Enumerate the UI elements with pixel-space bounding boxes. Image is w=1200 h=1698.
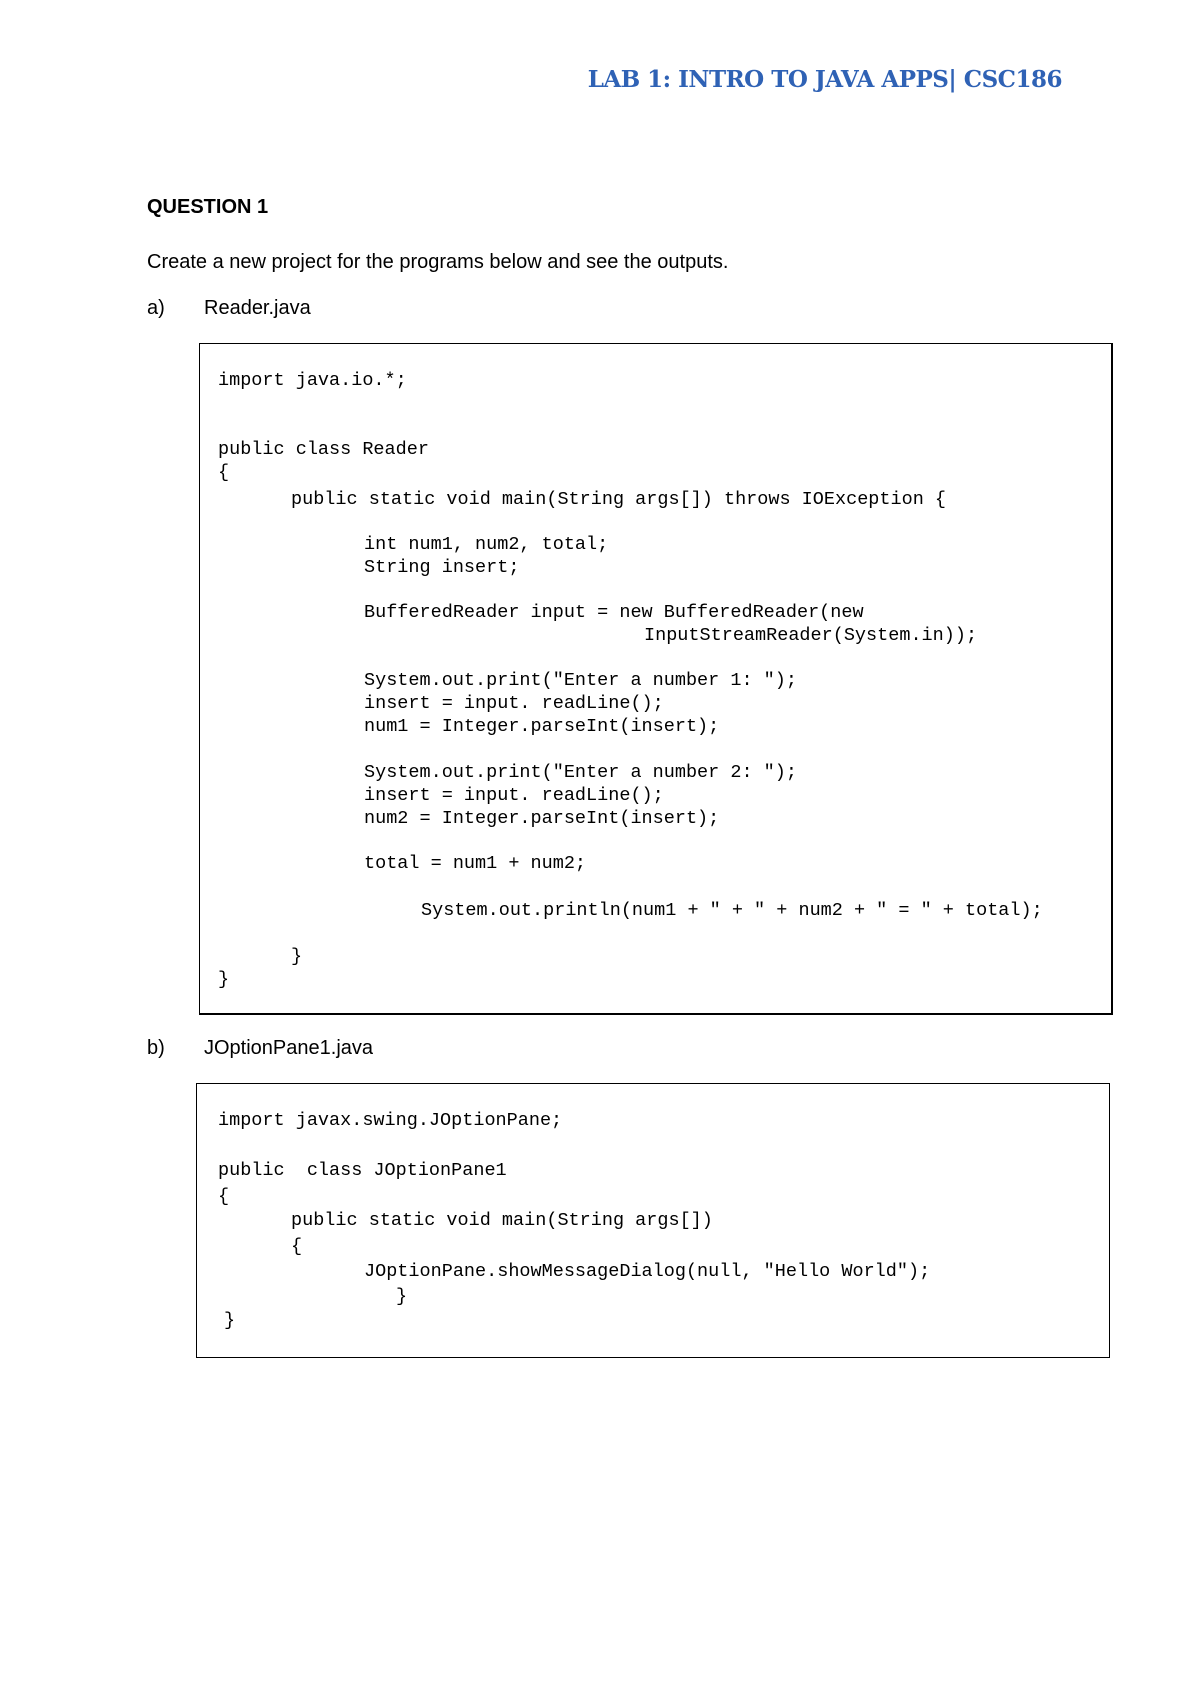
code-line: { xyxy=(291,1236,303,1257)
code-line: int num1, num2, total; xyxy=(364,534,609,555)
code-line: num2 = Integer.parseInt(insert); xyxy=(364,808,720,829)
code-line: } xyxy=(224,1310,236,1331)
code-line: total = num1 + num2; xyxy=(364,853,587,874)
code-line: String insert; xyxy=(364,557,520,578)
code-line: } xyxy=(291,946,303,967)
item-marker: a) xyxy=(147,297,165,319)
code-line: System.out.print("Enter a number 2: "); xyxy=(364,762,797,783)
code-line: insert = input. readLine(); xyxy=(364,785,664,806)
code-line: insert = input. readLine(); xyxy=(364,693,664,714)
code-block-reader xyxy=(199,343,1113,1015)
item-b-label xyxy=(147,1037,373,1060)
code-line: import java.io.*; xyxy=(218,370,407,391)
page-header-title: LAB 1: INTRO TO JAVA APPS| CSC186 xyxy=(587,66,1062,93)
question-title: QUESTION 1 xyxy=(147,196,269,218)
code-block-joptionpane xyxy=(196,1083,1110,1358)
code-line: JOptionPane.showMessageDialog(null, "Hello World"); xyxy=(364,1261,931,1282)
code-line: System.out.println(num1 + " + " + num2 + " = " + total); xyxy=(421,900,1043,921)
code-line: { xyxy=(218,462,230,483)
code-line: public static void main(String args[]) throws IOException { xyxy=(291,489,947,510)
item-a-label xyxy=(147,297,311,320)
code-line: public class JOptionPane1 xyxy=(218,1160,507,1181)
item-marker: b) xyxy=(147,1037,165,1059)
code-line: BufferedReader input = new BufferedReader(new xyxy=(364,602,864,623)
code-line: { xyxy=(218,1186,230,1207)
code-line: import javax.swing.JOptionPane; xyxy=(218,1110,563,1131)
code-line: public static void main(String args[]) xyxy=(291,1210,713,1231)
code-line: public class Reader xyxy=(218,439,429,460)
code-line: num1 = Integer.parseInt(insert); xyxy=(364,716,720,737)
question-instruction: Create a new project for the programs below and see the outputs. xyxy=(147,251,729,273)
code-line: } xyxy=(396,1286,408,1307)
code-line: } xyxy=(218,969,230,990)
code-line: System.out.print("Enter a number 1: "); xyxy=(364,670,797,691)
item-filename: Reader.java xyxy=(204,297,311,319)
code-line: InputStreamReader(System.in)); xyxy=(644,625,978,646)
item-filename: JOptionPane1.java xyxy=(204,1037,374,1059)
